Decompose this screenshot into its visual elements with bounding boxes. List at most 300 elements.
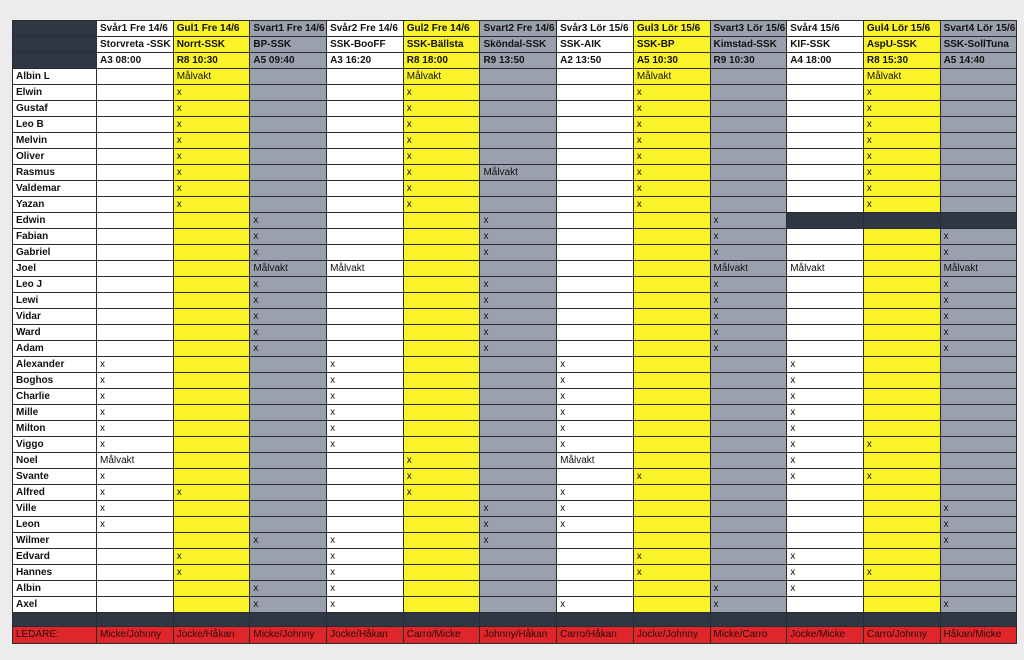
assignment-cell: x xyxy=(863,165,940,181)
column-venue-header: A5 14:40 xyxy=(940,53,1017,69)
player-name: Melvin xyxy=(13,133,97,149)
assignment-cell: x xyxy=(480,501,557,517)
assignment-cell xyxy=(250,485,327,501)
assignment-cell xyxy=(250,69,327,85)
column-venue-header: A2 13:50 xyxy=(557,53,634,69)
assignment-cell: x xyxy=(633,565,710,581)
assignment-cell xyxy=(250,389,327,405)
header-row-match xyxy=(13,37,1017,53)
assignment-cell xyxy=(557,309,634,325)
column-team-header: Gul2 Fre 14/6 xyxy=(403,21,480,37)
assignment-cell xyxy=(173,517,250,533)
player-name: Milton xyxy=(13,421,97,437)
leader-cell: Carro/Micke xyxy=(403,627,480,644)
assignment-cell: x xyxy=(250,245,327,261)
assignment-cell: Målvakt xyxy=(863,69,940,85)
assignment-cell xyxy=(403,373,480,389)
assignment-cell: x xyxy=(633,149,710,165)
column-team-header: Gul1 Fre 14/6 xyxy=(173,21,250,37)
assignment-cell xyxy=(787,277,864,293)
assignment-cell xyxy=(480,101,557,117)
assignment-cell xyxy=(940,133,1017,149)
player-name: Ward xyxy=(13,325,97,341)
assignment-cell: Målvakt xyxy=(633,69,710,85)
assignment-cell: x xyxy=(710,229,787,245)
player-name: Yazan xyxy=(13,197,97,213)
assignment-cell xyxy=(557,149,634,165)
assignment-cell: x xyxy=(480,229,557,245)
assignment-cell xyxy=(940,405,1017,421)
assignment-cell xyxy=(97,341,174,357)
team-schedule-table xyxy=(12,20,1017,644)
assignment-cell xyxy=(633,453,710,469)
assignment-cell: x xyxy=(97,485,174,501)
assignment-cell: x xyxy=(787,437,864,453)
assignment-cell xyxy=(940,101,1017,117)
table-row xyxy=(13,229,1017,245)
assignment-cell: x xyxy=(710,597,787,613)
assignment-cell xyxy=(787,309,864,325)
assignment-cell xyxy=(250,453,327,469)
assignment-cell: x xyxy=(557,421,634,437)
assignment-cell xyxy=(633,373,710,389)
assignment-cell xyxy=(940,469,1017,485)
assignment-cell xyxy=(633,501,710,517)
table-row xyxy=(13,453,1017,469)
assignment-cell xyxy=(97,133,174,149)
table-row xyxy=(13,165,1017,181)
assignment-cell xyxy=(250,549,327,565)
assignment-cell: x xyxy=(173,549,250,565)
assignment-cell: x xyxy=(940,341,1017,357)
header-corner xyxy=(13,37,97,53)
assignment-cell xyxy=(557,213,634,229)
assignment-cell xyxy=(173,405,250,421)
leader-cell: Micke/Johnny xyxy=(250,627,327,644)
assignment-cell: x xyxy=(557,517,634,533)
column-match-header: SSK-SollTuna xyxy=(940,37,1017,53)
table-row xyxy=(13,389,1017,405)
assignment-cell xyxy=(403,277,480,293)
assignment-cell: x xyxy=(633,133,710,149)
assignment-cell xyxy=(250,373,327,389)
separator-cell xyxy=(13,613,97,627)
player-name: Elwin xyxy=(13,85,97,101)
assignment-cell xyxy=(480,421,557,437)
assignment-cell xyxy=(97,181,174,197)
assignment-cell xyxy=(787,165,864,181)
assignment-cell xyxy=(940,85,1017,101)
assignment-cell xyxy=(97,165,174,181)
table-row xyxy=(13,469,1017,485)
assignment-cell xyxy=(940,197,1017,213)
column-match-header: Sköndal-SSK xyxy=(480,37,557,53)
assignment-cell: x xyxy=(97,389,174,405)
separator-cell xyxy=(97,613,174,627)
assignment-cell: Målvakt xyxy=(787,261,864,277)
assignment-cell xyxy=(97,149,174,165)
assignment-cell: Målvakt xyxy=(173,69,250,85)
assignment-cell xyxy=(403,533,480,549)
assignment-cell: x xyxy=(787,389,864,405)
assignment-cell xyxy=(97,69,174,85)
assignment-cell xyxy=(97,101,174,117)
assignment-cell xyxy=(787,181,864,197)
assignment-cell xyxy=(557,261,634,277)
assignment-cell: x xyxy=(940,517,1017,533)
assignment-cell xyxy=(787,197,864,213)
assignment-cell: Målvakt xyxy=(97,453,174,469)
assignment-cell xyxy=(787,485,864,501)
assignment-cell: Målvakt xyxy=(327,261,404,277)
assignment-cell xyxy=(480,197,557,213)
assignment-cell xyxy=(173,229,250,245)
assignment-cell xyxy=(940,149,1017,165)
leader-cell: Micke/Carro xyxy=(710,627,787,644)
assignment-cell xyxy=(710,485,787,501)
leader-cell: Jocke/Micke xyxy=(787,627,864,644)
assignment-cell xyxy=(557,565,634,581)
assignment-cell xyxy=(480,389,557,405)
assignment-cell: x xyxy=(787,549,864,565)
column-match-header: SSK-BooFF xyxy=(327,37,404,53)
assignment-cell xyxy=(863,485,940,501)
player-name: Albin L xyxy=(13,69,97,85)
assignment-cell: x xyxy=(173,565,250,581)
column-venue-header: R8 15:30 xyxy=(863,53,940,69)
column-team-header: Svår1 Fre 14/6 xyxy=(97,21,174,37)
assignment-cell xyxy=(863,373,940,389)
assignment-cell xyxy=(557,533,634,549)
assignment-cell xyxy=(940,437,1017,453)
assignment-cell xyxy=(173,277,250,293)
assignment-cell xyxy=(940,373,1017,389)
player-name: Valdemar xyxy=(13,181,97,197)
assignment-cell xyxy=(940,485,1017,501)
assignment-cell: x xyxy=(403,469,480,485)
assignment-cell: x xyxy=(403,197,480,213)
assignment-cell xyxy=(480,581,557,597)
assignment-cell: x xyxy=(173,85,250,101)
header-row-team xyxy=(13,21,1017,37)
assignment-cell xyxy=(327,149,404,165)
separator-cell xyxy=(787,613,864,627)
assignment-cell xyxy=(250,421,327,437)
assignment-cell: x xyxy=(403,485,480,501)
assignment-cell: x xyxy=(787,469,864,485)
assignment-cell xyxy=(173,357,250,373)
assignment-cell xyxy=(557,229,634,245)
assignment-cell xyxy=(327,133,404,149)
assignment-cell xyxy=(480,405,557,421)
assignment-cell: x xyxy=(327,373,404,389)
assignment-cell xyxy=(940,213,1017,229)
assignment-cell xyxy=(250,197,327,213)
player-name: Charlie xyxy=(13,389,97,405)
assignment-cell: x xyxy=(863,469,940,485)
assignment-cell: x xyxy=(557,357,634,373)
assignment-cell: x xyxy=(557,389,634,405)
assignment-cell: x xyxy=(327,437,404,453)
column-venue-header: A3 16:20 xyxy=(327,53,404,69)
table-row xyxy=(13,437,1017,453)
assignment-cell xyxy=(480,453,557,469)
assignment-cell xyxy=(787,325,864,341)
assignment-cell xyxy=(557,325,634,341)
assignment-cell xyxy=(557,197,634,213)
assignment-cell xyxy=(633,357,710,373)
assignment-cell xyxy=(403,405,480,421)
assignment-cell xyxy=(557,469,634,485)
assignment-cell xyxy=(787,117,864,133)
column-team-header: Gul4 Lör 15/6 xyxy=(863,21,940,37)
table-row xyxy=(13,517,1017,533)
assignment-cell xyxy=(863,581,940,597)
assignment-cell: x xyxy=(557,437,634,453)
column-team-header: Svart1 Fre 14/6 xyxy=(250,21,327,37)
assignment-cell xyxy=(787,501,864,517)
assignment-cell xyxy=(480,565,557,581)
column-team-header: Svart4 Lör 15/6 xyxy=(940,21,1017,37)
assignment-cell: x xyxy=(327,357,404,373)
assignment-cell xyxy=(557,117,634,133)
assignment-cell xyxy=(250,101,327,117)
table-row xyxy=(13,149,1017,165)
assignment-cell xyxy=(480,69,557,85)
assignment-cell: x xyxy=(863,181,940,197)
player-name: Mille xyxy=(13,405,97,421)
column-match-header: SSK-Bällsta xyxy=(403,37,480,53)
assignment-cell xyxy=(403,309,480,325)
table-row xyxy=(13,213,1017,229)
assignment-cell xyxy=(710,501,787,517)
assignment-cell xyxy=(403,565,480,581)
assignment-cell xyxy=(863,421,940,437)
table-row xyxy=(13,597,1017,613)
assignment-cell: x xyxy=(97,517,174,533)
assignment-cell xyxy=(710,565,787,581)
assignment-cell xyxy=(863,309,940,325)
assignment-cell xyxy=(403,261,480,277)
assignment-cell: x xyxy=(710,341,787,357)
player-name: Vidar xyxy=(13,309,97,325)
assignment-cell: x xyxy=(787,373,864,389)
assignment-cell xyxy=(480,485,557,501)
assignment-cell xyxy=(97,277,174,293)
assignment-cell xyxy=(863,245,940,261)
assignment-cell xyxy=(403,245,480,261)
table-row xyxy=(13,405,1017,421)
assignment-cell xyxy=(863,341,940,357)
assignment-cell xyxy=(557,341,634,357)
column-venue-header: R9 13:50 xyxy=(480,53,557,69)
assignment-cell: x xyxy=(863,117,940,133)
leaders-label: LEDARE: xyxy=(13,627,97,644)
assignment-cell: x xyxy=(403,133,480,149)
assignment-cell xyxy=(557,101,634,117)
leader-cell: Håkan/Micke xyxy=(940,627,1017,644)
assignment-cell: x xyxy=(787,453,864,469)
assignment-cell xyxy=(710,421,787,437)
separator-cell xyxy=(633,613,710,627)
assignment-cell xyxy=(480,181,557,197)
assignment-cell xyxy=(787,85,864,101)
assignment-cell: x xyxy=(940,245,1017,261)
assignment-cell xyxy=(327,341,404,357)
player-name: Lewi xyxy=(13,293,97,309)
assignment-cell xyxy=(633,437,710,453)
assignment-cell xyxy=(403,437,480,453)
assignment-cell xyxy=(250,85,327,101)
assignment-cell: x xyxy=(250,293,327,309)
table-row xyxy=(13,565,1017,581)
assignment-cell xyxy=(97,597,174,613)
assignment-cell xyxy=(250,117,327,133)
assignment-cell xyxy=(480,357,557,373)
assignment-cell xyxy=(863,517,940,533)
assignment-cell xyxy=(250,181,327,197)
assignment-cell: x xyxy=(940,293,1017,309)
assignment-cell: x xyxy=(97,437,174,453)
assignment-cell xyxy=(557,69,634,85)
header-row-venue xyxy=(13,53,1017,69)
assignment-cell xyxy=(787,149,864,165)
assignment-cell xyxy=(403,549,480,565)
table-row xyxy=(13,533,1017,549)
assignment-cell: x xyxy=(633,549,710,565)
assignment-cell: x xyxy=(787,565,864,581)
assignment-cell: x xyxy=(403,149,480,165)
assignment-cell xyxy=(940,389,1017,405)
assignment-cell xyxy=(173,261,250,277)
assignment-cell xyxy=(863,229,940,245)
assignment-cell xyxy=(403,421,480,437)
assignment-cell xyxy=(403,501,480,517)
assignment-cell xyxy=(633,245,710,261)
assignment-cell xyxy=(863,277,940,293)
assignment-cell xyxy=(863,549,940,565)
assignment-cell xyxy=(710,437,787,453)
assignment-cell xyxy=(557,277,634,293)
assignment-cell: x xyxy=(710,581,787,597)
assignment-cell xyxy=(97,293,174,309)
assignment-cell xyxy=(97,197,174,213)
assignment-cell xyxy=(173,245,250,261)
assignment-cell xyxy=(250,133,327,149)
assignment-cell: x xyxy=(480,277,557,293)
assignment-cell: x xyxy=(787,405,864,421)
assignment-cell: x xyxy=(327,421,404,437)
table-row xyxy=(13,581,1017,597)
assignment-cell: Målvakt xyxy=(710,261,787,277)
column-venue-header: A5 09:40 xyxy=(250,53,327,69)
player-name: Ville xyxy=(13,501,97,517)
assignment-cell xyxy=(710,165,787,181)
assignment-cell xyxy=(863,293,940,309)
separator-cell xyxy=(173,613,250,627)
assignment-cell: x xyxy=(863,437,940,453)
table-row xyxy=(13,549,1017,565)
assignment-cell xyxy=(710,117,787,133)
assignment-cell xyxy=(480,469,557,485)
player-name: Rasmus xyxy=(13,165,97,181)
assignment-cell: x xyxy=(710,245,787,261)
assignment-cell xyxy=(863,325,940,341)
assignment-cell: x xyxy=(940,501,1017,517)
assignment-cell xyxy=(403,213,480,229)
assignment-cell: x xyxy=(250,325,327,341)
player-name: Fabian xyxy=(13,229,97,245)
table-row xyxy=(13,101,1017,117)
assignment-cell: x xyxy=(97,469,174,485)
assignment-cell xyxy=(940,181,1017,197)
assignment-cell xyxy=(403,357,480,373)
column-team-header: Svart2 Fre 14/6 xyxy=(480,21,557,37)
player-name: Leo J xyxy=(13,277,97,293)
assignment-cell: x xyxy=(863,565,940,581)
table-row xyxy=(13,197,1017,213)
assignment-cell xyxy=(327,165,404,181)
player-name: Joel xyxy=(13,261,97,277)
assignment-cell xyxy=(327,309,404,325)
assignment-cell xyxy=(403,229,480,245)
assignment-cell xyxy=(480,149,557,165)
assignment-cell: x xyxy=(480,341,557,357)
assignment-cell: x xyxy=(327,597,404,613)
assignment-cell xyxy=(97,325,174,341)
assignment-cell xyxy=(863,453,940,469)
assignment-cell xyxy=(173,533,250,549)
assignment-cell: x xyxy=(633,85,710,101)
assignment-cell: x xyxy=(327,405,404,421)
assignment-cell: x xyxy=(250,213,327,229)
assignment-cell xyxy=(327,213,404,229)
assignment-cell xyxy=(710,453,787,469)
assignment-cell xyxy=(97,213,174,229)
assignment-cell xyxy=(633,405,710,421)
assignment-cell xyxy=(940,565,1017,581)
assignment-cell: x xyxy=(557,373,634,389)
assignment-cell: x xyxy=(480,293,557,309)
assignment-cell: x xyxy=(327,565,404,581)
assignment-cell xyxy=(327,453,404,469)
column-match-header: BP-SSK xyxy=(250,37,327,53)
assignment-cell xyxy=(327,485,404,501)
leader-cell: Johnny/Håkan xyxy=(480,627,557,644)
leader-cell: Carro/Johnny xyxy=(863,627,940,644)
assignment-cell: x xyxy=(97,405,174,421)
assignment-cell xyxy=(787,133,864,149)
table-row xyxy=(13,421,1017,437)
assignment-cell xyxy=(173,501,250,517)
player-name: Wilmer xyxy=(13,533,97,549)
assignment-cell: x xyxy=(940,309,1017,325)
assignment-cell xyxy=(633,341,710,357)
assignment-cell xyxy=(633,597,710,613)
assignment-cell xyxy=(480,117,557,133)
player-name: Adam xyxy=(13,341,97,357)
assignment-cell: x xyxy=(173,165,250,181)
assignment-cell xyxy=(403,341,480,357)
player-name: Hannes xyxy=(13,565,97,581)
assignment-cell xyxy=(327,197,404,213)
column-team-header: Svår4 15/6 xyxy=(787,21,864,37)
assignment-cell xyxy=(863,533,940,549)
leader-cell: Jocke/Håkan xyxy=(327,627,404,644)
assignment-cell: x xyxy=(327,549,404,565)
table-row xyxy=(13,309,1017,325)
assignment-cell xyxy=(633,293,710,309)
